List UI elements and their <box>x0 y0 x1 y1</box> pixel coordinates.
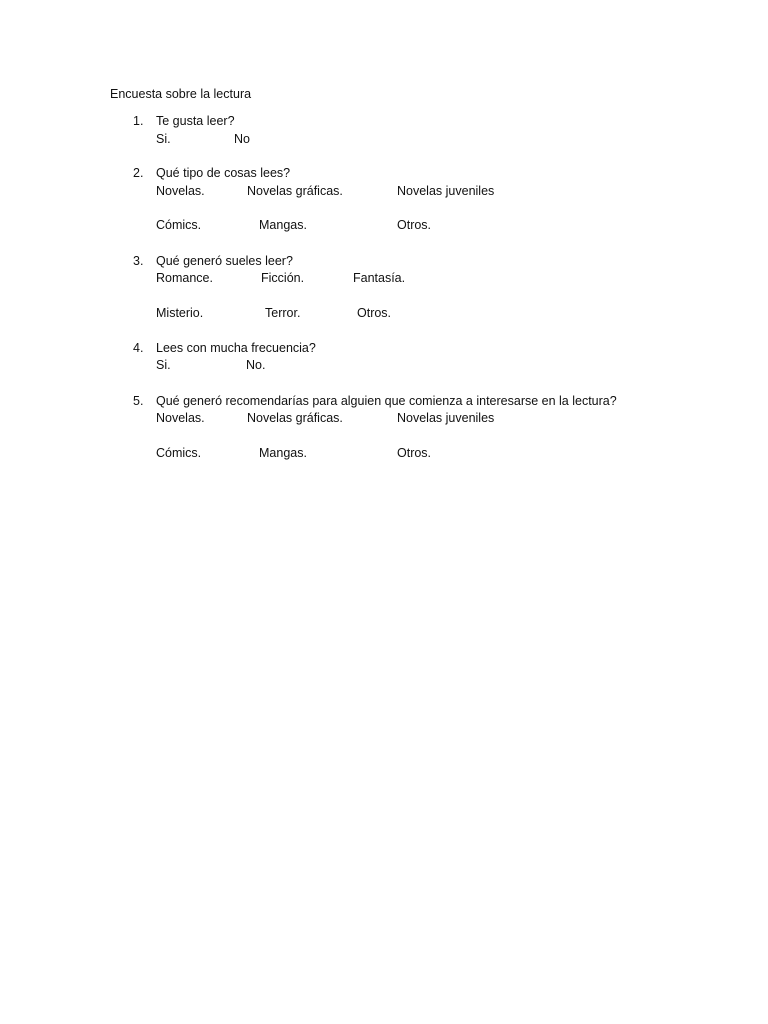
question-4-option: No. <box>246 358 266 372</box>
question-4-text: Lees con mucha frecuencia? <box>156 341 316 355</box>
question-1-number: 1. <box>133 114 144 128</box>
question-3-option: Misterio. <box>156 306 204 320</box>
question-5-option: Cómics. <box>156 446 202 460</box>
question-2-option: Mangas. <box>259 218 307 232</box>
question-4-number: 4. <box>133 341 144 355</box>
question-1-option: No <box>234 132 250 146</box>
question-1-option: Si. <box>156 132 171 146</box>
question-2-option: Cómics. <box>156 218 202 232</box>
question-1-text: Te gusta leer? <box>156 114 235 128</box>
question-3-option: Otros. <box>357 306 392 320</box>
document-title: Encuesta sobre la lectura <box>110 87 252 101</box>
question-3-option: Fantasía. <box>353 271 406 285</box>
question-5-option: Novelas. <box>156 411 205 425</box>
question-5-option: Novelas juveniles <box>397 411 495 425</box>
question-5-text: Qué generó recomendarías para alguien que comienza a interesarse en la lectura? <box>156 394 617 408</box>
question-3-number: 3. <box>133 254 144 268</box>
question-2-number: 2. <box>133 166 144 180</box>
question-5-option: Mangas. <box>259 446 307 460</box>
question-3-option: Ficción. <box>261 271 305 285</box>
question-2-option: Novelas. <box>156 184 205 198</box>
question-5-option: Otros. <box>397 446 432 460</box>
question-3-option: Terror. <box>265 306 301 320</box>
question-2-option: Novelas juveniles <box>397 184 495 198</box>
question-5-option: Novelas gráficas. <box>247 411 343 425</box>
question-5-number: 5. <box>133 394 144 408</box>
question-2-option: Otros. <box>397 218 432 232</box>
question-4-option: Si. <box>156 358 171 372</box>
question-2-text: Qué tipo de cosas lees? <box>156 166 291 180</box>
question-3-option: Romance. <box>156 271 213 285</box>
question-3-text: Qué generó sueles leer? <box>156 254 293 268</box>
question-2-option: Novelas gráficas. <box>247 184 343 198</box>
